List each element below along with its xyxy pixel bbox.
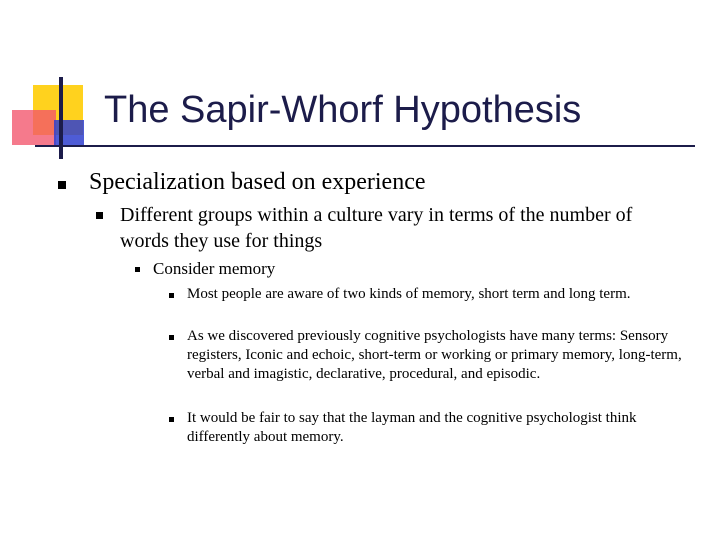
- bullet-square-icon: [96, 212, 103, 219]
- logo-red-square: [12, 110, 56, 145]
- bullet-text: Specialization based on experience: [89, 169, 426, 195]
- bullet-square-icon: [169, 417, 174, 422]
- slide-title: The Sapir-Whorf Hypothesis: [104, 89, 582, 131]
- bullet-text: As we discovered previously cognitive psychologists have many terms: Sensory registers, Iconic and echoic, short-term or working or primary memory, long-term, verbal and imagistic, declarative, procedural, and episodic.: [187, 328, 682, 382]
- title-underline: [35, 145, 695, 147]
- bullet-text: Most people are aware of two kinds of memory, short term and long term.: [187, 286, 631, 302]
- bullet-square-icon: [135, 267, 140, 272]
- bullet-text: It would be fair to say that the layman and the cognitive psychologist think differently about memory.: [187, 410, 637, 445]
- bullet-square-icon: [169, 335, 174, 340]
- bullet-text: Different groups within a culture vary in terms of the number of words they use for things: [120, 204, 633, 252]
- bullet-square-icon: [169, 293, 174, 298]
- bullet-square-icon: [58, 181, 66, 189]
- bullet-text: Consider memory: [153, 259, 276, 278]
